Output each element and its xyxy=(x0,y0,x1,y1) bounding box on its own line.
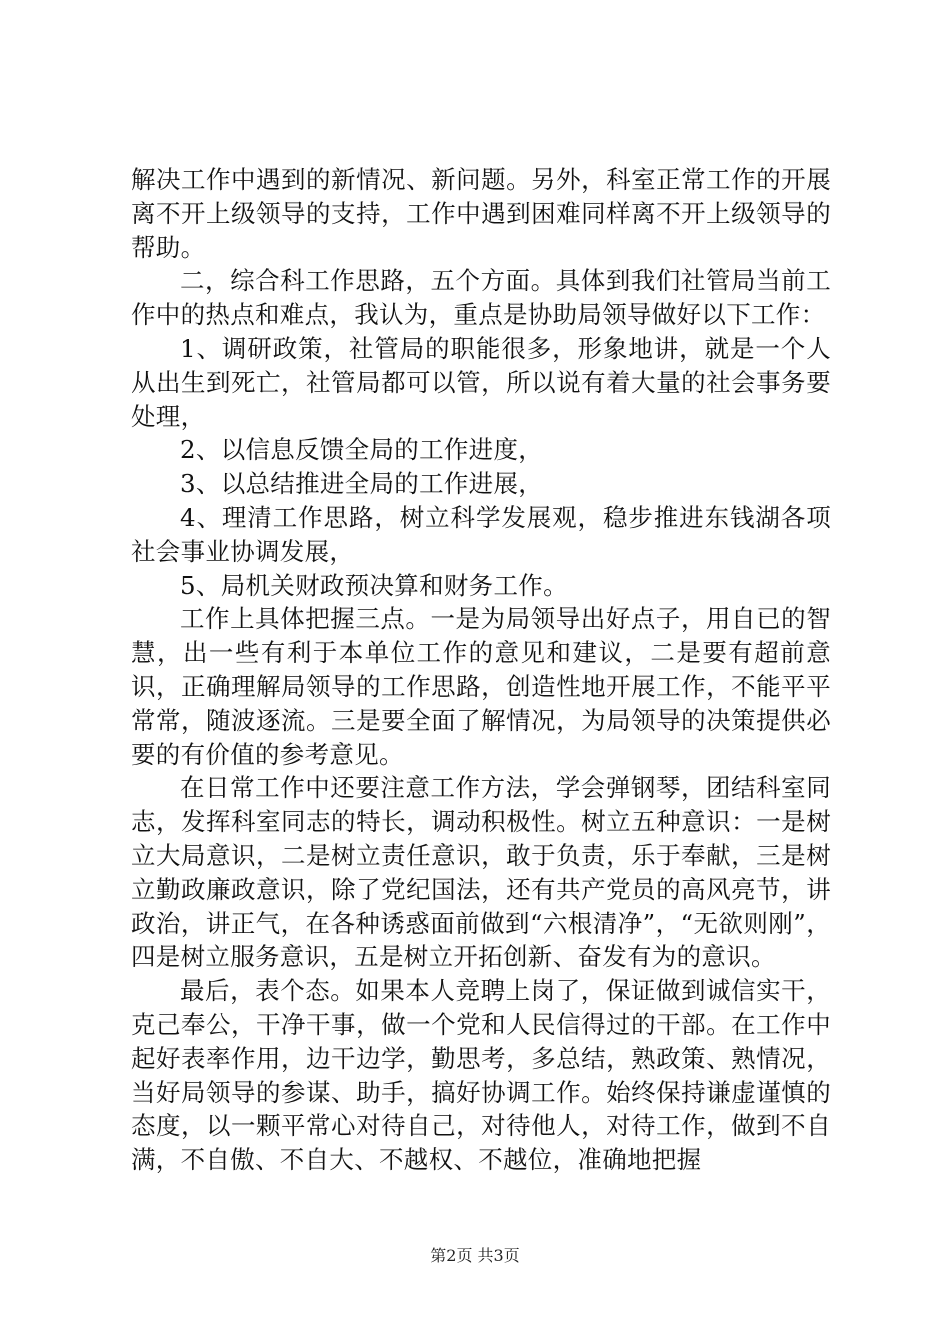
paragraph-4: 3、以总结推进全局的工作进展， xyxy=(180,469,544,499)
paragraph-5: 4、理清工作思路，树立科学发展观，稳步推进东钱湖各项社会事业协调发展， xyxy=(131,502,831,566)
paragraph-0: 解决工作中遇到的新情况、新问题。另外，科室正常工作的开展离不开上级领导的支持，工作中遇到困难同样离不开上级领导的帮助。 xyxy=(131,165,831,262)
paragraph-9: 最后，表个态。如果本人竞聘上岗了，保证做到诚信实干，克己奉公，干净干事，做一个党和人民信得过的干部。在工作中起好表率作用，边干边学，勤思考，多总结，熟政策、熟情况，当好局领导的参谋、助手，搞好协调工作。始终保持谦虚谨慎的态度，以一颗平常心对待自己，对待他人，对待工作，做到不自满，不自傲、不自大、不越权、不越位，准确地把握 xyxy=(131,976,831,1175)
paragraph-1: 二，综合科工作思路，五个方面。具体到我们社管局当前工作中的热点和难点，我认为，重点是协助局领导做好以下工作： xyxy=(131,266,831,330)
page-footer xyxy=(0,1246,950,1266)
page-number-label: 第2页 共3页 xyxy=(430,1246,520,1265)
body-text xyxy=(131,163,831,1177)
paragraph-6: 5、局机关财政预决算和财务工作。 xyxy=(180,570,568,600)
paragraph-2: 1、调研政策，社管局的职能很多，形象地讲，就是一个人从出生到死亡，社管局都可以管，所以说有着大量的社会事务要处理， xyxy=(131,333,831,431)
paragraph-3: 2、以信息反馈全局的工作进度， xyxy=(180,435,544,465)
paragraph-8: 在日常工作中还要注意工作方法，学会弹钢琴，团结科室同志，发挥科室同志的特长，调动积极性。树立五种意识：一是树立大局意识，二是树立责任意识，敢于负责，乐于奉献，三是树立勤政廉政意识，除了党纪国法，还有共产党员的高风亮节，讲政治，讲正气，在各种诱惑面前做到“六根清净”，“无欲则刚”，四是树立服务意识，五是树立开拓创新、奋发有为的意识。 xyxy=(131,773,831,972)
paragraph-7: 工作上具体把握三点。一是为局领导出好点子，用自已的智慧，出一些有利于本单位工作的意见和建议，二是要有超前意识，正确理解局领导的工作思路，创造性地开展工作，不能平平常常，随波逐流。三是要全面了解情况，为局领导的决策提供必要的有价值的参考意见。 xyxy=(131,604,831,769)
